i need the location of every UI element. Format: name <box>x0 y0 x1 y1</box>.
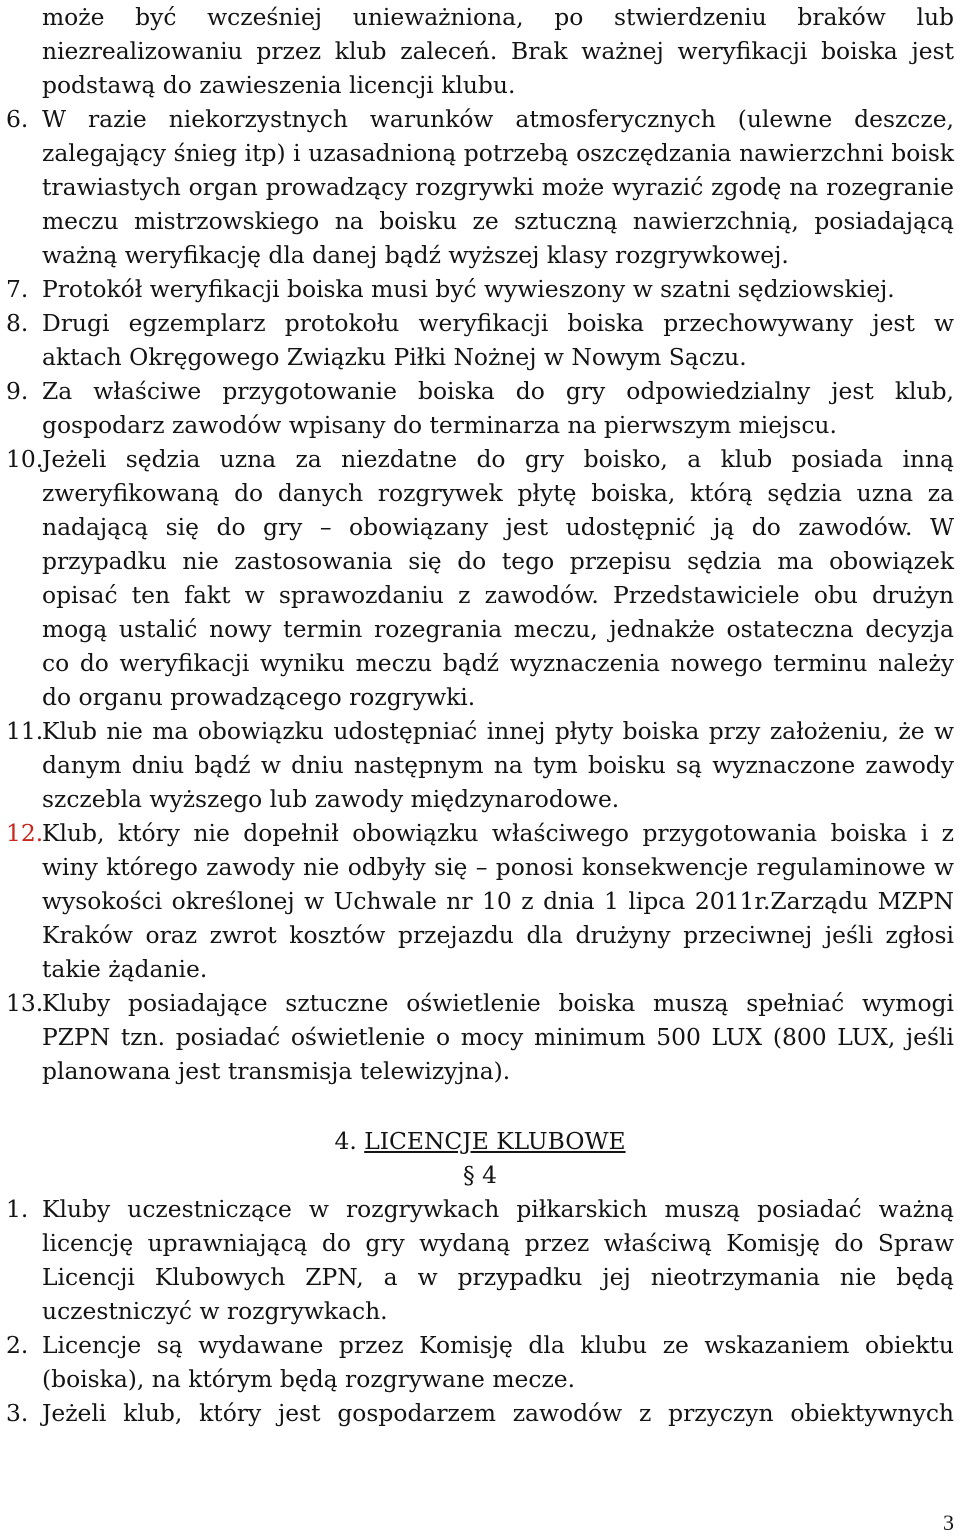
item-number: 6. <box>6 105 29 133</box>
list-item <box>6 374 954 442</box>
item-number-highlighted: 12. <box>6 819 44 847</box>
item-text: Klub nie ma obowiązku udostępniać innej płyty boiska przy założeniu, że w danym dniu bądź w dniu następnym na tym boisku są wyznaczone zawody szczebla wyższego lub zawody międzynarodowe. <box>42 717 954 813</box>
list-item <box>6 714 954 816</box>
list-item <box>6 1328 954 1396</box>
document-page <box>6 0 954 1430</box>
item-number: 3. <box>6 1399 29 1427</box>
chapter-heading <box>6 1124 954 1158</box>
chapter-number: 4. <box>334 1127 357 1155</box>
item-number: 1. <box>6 1195 29 1223</box>
page-number: 3 <box>943 1510 954 1535</box>
item-text: Za właściwe przygotowanie boiska do gry odpowiedzialny jest klub, gospodarz zawodów wpisany do terminarza na pierwszym miejscu. <box>42 377 954 439</box>
list-item <box>6 306 954 374</box>
item-text: W razie niekorzystnych warunków atmosferycznych (ulewne deszcze, zalegający śnieg itp) i uzasadnioną potrzebą oszczędzania nawierzchni boisk trawiastych organ prowadzący rozgrywki może wyrazić zgodę na rozegranie meczu mistrzowskiego na boisku ze sztuczną nawierzchnią, posiadającą ważną weryfikację dla danej bądź wyższej klasy rozgrywkowej. <box>42 105 954 269</box>
item-number: 9. <box>6 377 29 405</box>
list-item <box>6 1396 954 1430</box>
list-item <box>6 1192 954 1328</box>
item-text: Drugi egzemplarz protokołu weryfikacji boiska przechowywany jest w aktach Okręgowego Związku Piłki Nożnej w Nowym Sączu. <box>42 309 954 371</box>
rules-list-b <box>6 1192 954 1430</box>
item-number: 13. <box>6 989 44 1017</box>
list-item <box>6 986 954 1088</box>
item-text: Jeżeli sędzia uzna za niezdatne do gry boisko, a klub posiada inną zweryfikowaną do danych rozgrywek płytę boiska, którą sędzia uzna za nadającą się do gry – obowiązany jest udostępnić ją do zawodów. W przypadku nie zastosowania się do tego przepisu sędzia ma obowiązek opisać ten fakt w sprawozdaniu z zawodów. Przedstawiciele obu drużyn mogą ustalić nowy termin rozegrania meczu, jednakże ostateczna decyzja co do weryfikacji wyniku meczu bądź wyznaczenia nowego terminu należy do organu prowadzącego rozgrywki. <box>42 445 954 711</box>
chapter-title: LICENCJE KLUBOWE <box>364 1127 626 1155</box>
section-mark: § 4 <box>462 1161 497 1189</box>
item-text: Protokół weryfikacji boiska musi być wywieszony w szatni sędziowskiej. <box>42 275 895 303</box>
item-number: 8. <box>6 309 29 337</box>
item-text: Kluby posiadające sztuczne oświetlenie boiska muszą spełniać wymogi PZPN tzn. posiadać oświetlenie o mocy minimum 500 LUX (800 LUX, jeśli planowana jest transmisja telewizyjna). <box>42 989 954 1085</box>
continuation-paragraph: może być wcześniej unieważniona, po stwierdzeniu braków lub niezrealizowaniu przez klub zaleceń. Brak ważnej weryfikacji boiska jest podstawą do zawieszenia licencji klubu. <box>42 3 954 99</box>
item-text: Jeżeli klub, który jest gospodarzem zawodów z przyczyn obiektywnych <box>42 1399 954 1427</box>
item-text: Kluby uczestniczące w rozgrywkach piłkarskich muszą posiadać ważną licencję uprawniającą do gry wydaną przez właściwą Komisję do Spraw Licencji Klubowych ZPN, a w przypadku jej nieotrzymania nie będą uczestniczyć w rozgrywkach. <box>42 1195 954 1325</box>
item-number: 2. <box>6 1331 29 1359</box>
item-number: 11. <box>6 717 44 745</box>
list-item <box>6 816 954 986</box>
rules-list-a <box>6 102 954 1088</box>
item-text: Klub, który nie dopełnił obowiązku właściwego przygotowania boiska i z winy którego zawody nie odbyły się – ponosi konsekwencje regulaminowe w wysokości określonej w Uchwale nr 10 z dnia 1 lipca 2011r.Zarządu MZPN Kraków oraz zwrot kosztów przejazdu dla drużyny przeciwnej jeśli zgłosi takie żądanie. <box>42 819 954 983</box>
item-number: 10. <box>6 445 44 473</box>
list-item <box>6 102 954 272</box>
list-item <box>6 272 954 306</box>
item-text: Licencje są wydawane przez Komisję dla klubu ze wskazaniem obiektu (boiska), na którym będą rozgrywane mecze. <box>42 1331 954 1393</box>
item-number: 7. <box>6 275 29 303</box>
list-item <box>6 442 954 714</box>
